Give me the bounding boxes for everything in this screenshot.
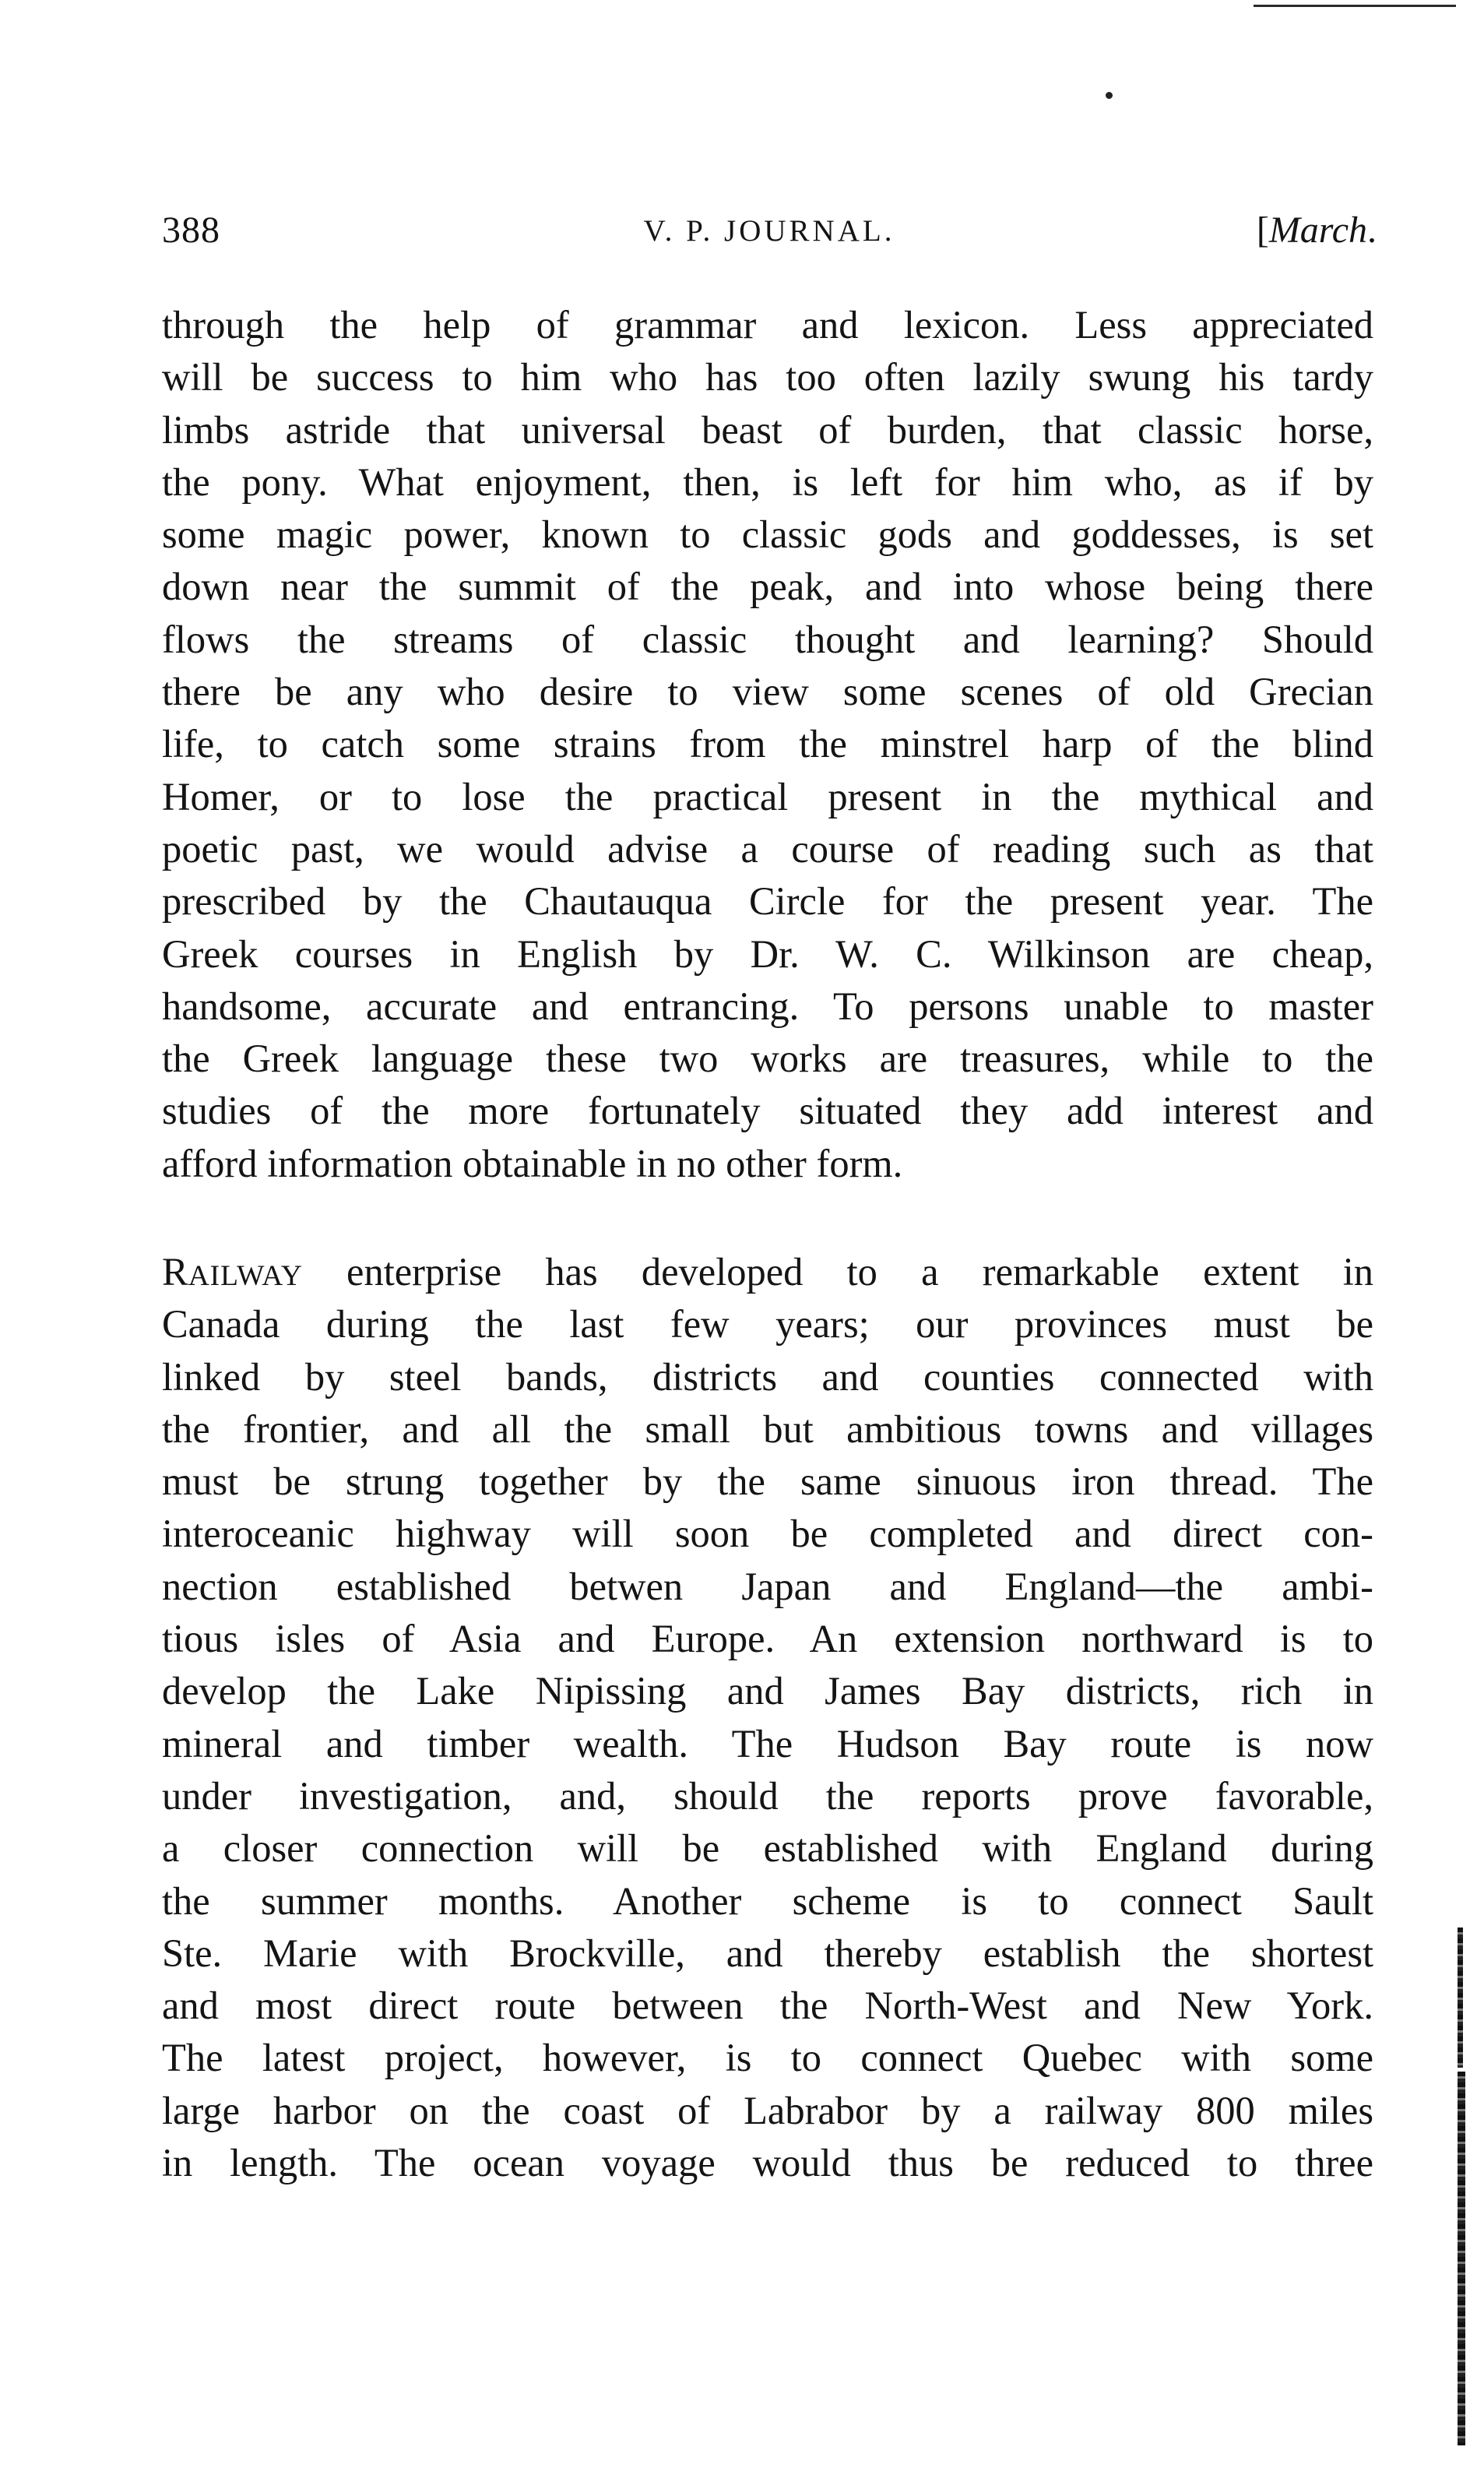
paragraph-1-line: poetic past, we would advise a course of reading such as that (162, 826, 1373, 871)
header-date (1257, 209, 1377, 252)
paragraph-1-line: afford information obtainable in no other form. (162, 1141, 903, 1185)
paragraph-2-line: the frontier, and all the small but ambitious towns and villages (162, 1406, 1373, 1451)
paragraph-2-line: mineral and timber wealth. The Hudson Bay route is now (162, 1721, 1373, 1766)
paragraph-1-line: life, to catch some strains from the minstrel harp of the blind (162, 722, 1373, 766)
paragraph-1-line: through the help of grammar and lexicon. Less appreciated (162, 303, 1373, 347)
small-caps-initial: R (162, 1250, 188, 1294)
paragraph-1-line: Greek courses in English by Dr. W. C. Wilkinson are cheap, (162, 931, 1373, 976)
paragraph-2-line: tious isles of Asia and Europe. An extension northward is to (162, 1617, 1373, 1661)
page-header (162, 209, 1377, 263)
paragraph-1-line: the pony. What enjoyment, then, is left for him who, as if by (162, 459, 1373, 504)
paragraph-2-first-line (162, 1246, 1373, 1298)
page-number: 388 (162, 209, 220, 251)
header-month: March (1268, 209, 1367, 251)
paragraph-2-line: Ste. Marie with Brockville, and thereby establish the shortest (162, 1931, 1373, 1975)
paragraph-1-line: there be any who desire to view some scenes of old Grecian (162, 670, 1373, 714)
paragraph-1-line: limbs astride that universal beast of burden, that classic horse, (162, 407, 1373, 452)
paragraph-1-line: handsome, accurate and entrancing. To persons unable to master (162, 984, 1373, 1028)
small-caps-word: AILWAY (188, 1260, 303, 1292)
header-bracket: [ (1256, 209, 1269, 251)
paragraph-2-line: develop the Lake Nipissing and James Bay districts, rich in (162, 1669, 1373, 1713)
first-line-text: enterprise has developed to a remarkable extent in (302, 1250, 1373, 1294)
paragraph-2-line: Canada during the last few years; our provinces must be (162, 1302, 1373, 1347)
paragraph-2-line: under investigation, and, should the reports prove favorable, (162, 1773, 1373, 1818)
paragraph-2-line: large harbor on the coast of Labrabor by a railway 800 miles (162, 2088, 1373, 2132)
scan-edge-mark (1458, 1928, 1463, 2068)
paragraph-2-line: in length. The ocean voyage would thus be reduced to three (162, 2141, 1373, 2185)
paragraph-1-line: studies of the more fortunately situated they add interest and (162, 1089, 1373, 1133)
paragraph-1-line: will be success to him who has too often lazily swung his tardy (162, 355, 1373, 400)
paragraph-1 (162, 299, 1373, 1190)
paragraph-2-line: must be strung together by the same sinuous iron thread. The (162, 1459, 1373, 1504)
scan-edge-mark (1458, 2072, 1465, 2445)
paragraph-2-line: and most direct route between the North-West and New York. (162, 1984, 1373, 2028)
paragraph-1-line: down near the summit of the peak, and into whose being there (162, 565, 1373, 609)
paragraph-2-line: nection established betwen Japan and England—the ambi- (162, 1564, 1373, 1608)
paragraph-2-line: The latest project, however, is to connect Quebec with some (162, 2036, 1373, 2080)
paragraph-2-line: a closer connection will be established with England during (162, 1826, 1373, 1871)
top-edge-rule (1254, 5, 1456, 7)
ink-speck (1106, 92, 1113, 99)
paragraph-1-line: Homer, or to lose the practical present in the mythical and (162, 774, 1373, 819)
paragraph-2-line: the summer months. Another scheme is to connect Sault (162, 1878, 1373, 1923)
paragraph-1-line: flows the streams of classic thought and learning? Should (162, 617, 1373, 661)
running-title: V. P. JOURNAL. (643, 214, 895, 248)
header-month-end: . (1367, 209, 1377, 251)
paragraph-2-line: interoceanic highway will soon be completed and direct con- (162, 1512, 1373, 1556)
paragraph-2-line: linked by steel bands, districts and counties connected with (162, 1354, 1373, 1399)
paragraph-1-line: the Greek language these two works are treasures, while to the (162, 1037, 1373, 1081)
paragraph-1-line: prescribed by the Chautauqua Circle for the present year. The (162, 879, 1373, 924)
paragraph-1-line: some magic power, known to classic gods and goddesses, is set (162, 512, 1373, 557)
paragraph-2 (162, 1246, 1373, 2189)
